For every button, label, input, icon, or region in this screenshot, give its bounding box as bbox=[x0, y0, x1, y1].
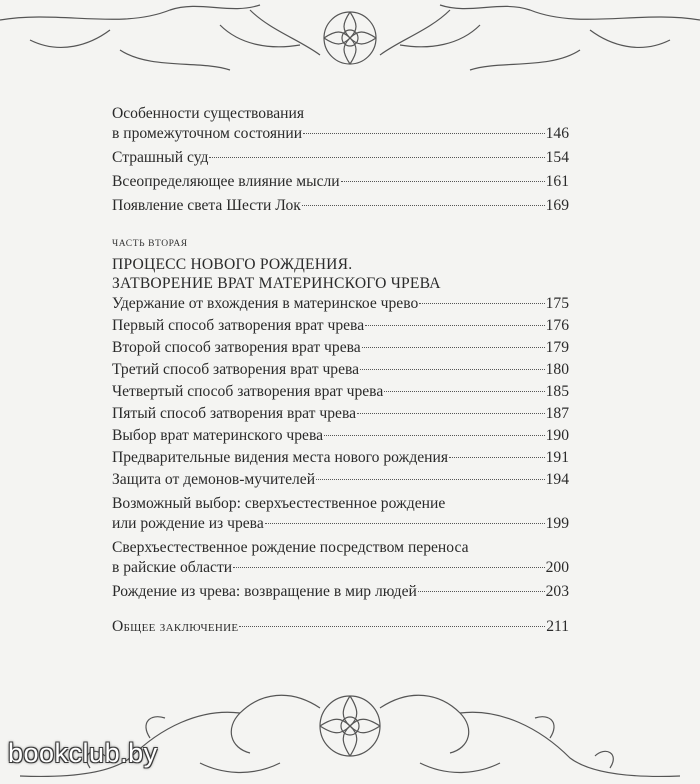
toc-entry-page: 169 bbox=[545, 197, 569, 214]
toc-entry-continuation-line: Особенности существования bbox=[112, 105, 305, 122]
toc-entry[interactable] bbox=[112, 558, 569, 578]
toc-group-1 bbox=[112, 104, 569, 216]
leader-dots bbox=[449, 457, 545, 458]
leader-dots bbox=[233, 567, 544, 568]
toc-entry-page: 176 bbox=[545, 317, 569, 334]
toc-entry[interactable] bbox=[112, 470, 569, 490]
toc-entry-page: 179 bbox=[545, 339, 569, 356]
leader-dots bbox=[239, 626, 545, 627]
leader-dots bbox=[303, 133, 545, 134]
toc-entry-title: Четвертый способ затворения врат чрева bbox=[112, 383, 384, 400]
toc-entry-page: 187 bbox=[545, 405, 569, 422]
section-title: ПРОЦЕСС НОВОГО РОЖДЕНИЯ. bbox=[112, 256, 353, 273]
leader-dots bbox=[209, 157, 544, 158]
toc-entry-page: 199 bbox=[545, 515, 569, 532]
toc-entry-title: в райские области bbox=[112, 559, 233, 576]
toc-entry[interactable] bbox=[112, 148, 569, 168]
toc-entry-title: Пятый способ затворения врат чрева bbox=[112, 405, 357, 422]
leader-dots bbox=[265, 523, 545, 524]
toc-entry-page: 200 bbox=[545, 559, 569, 576]
toc-entry[interactable] bbox=[112, 382, 569, 402]
toc-entry-page: 203 bbox=[545, 583, 569, 600]
section-title: ЗАТВОРЕНИЕ ВРАТ МАТЕРИНСКОГО ЧРЕВА bbox=[112, 275, 441, 292]
toc-entry[interactable] bbox=[112, 360, 569, 380]
leader-dots bbox=[360, 369, 545, 370]
toc-entry[interactable] bbox=[112, 172, 569, 192]
toc-entry-title: Страшный суд bbox=[112, 149, 209, 166]
toc-entry-title: Второй способ затворения врат чрева bbox=[112, 339, 361, 356]
leader-dots bbox=[341, 181, 545, 182]
toc-entry[interactable] bbox=[112, 404, 569, 424]
toc-entry[interactable] bbox=[112, 338, 569, 358]
toc-entry-page: 211 bbox=[546, 618, 569, 635]
toc-entry-page: 191 bbox=[545, 449, 569, 466]
leader-dots bbox=[362, 347, 545, 348]
toc-entry-title: Третий способ затворения врат чрева bbox=[112, 361, 360, 378]
toc-entry-page: 175 bbox=[545, 295, 569, 312]
toc-group-2 bbox=[112, 294, 569, 602]
watermark-logo: bookclub.by bbox=[8, 738, 158, 768]
toc-entry-title: Появление света Шести Лок bbox=[112, 197, 301, 214]
leader-dots bbox=[357, 413, 545, 414]
toc-entry-page: 190 bbox=[545, 427, 569, 444]
toc-entry-page: 161 bbox=[545, 173, 569, 190]
toc-entry-continuation-line: Сверхъестественное рождение посредством переноса bbox=[112, 539, 469, 556]
toc-entry[interactable] bbox=[112, 294, 569, 314]
toc-entry-page: 154 bbox=[545, 149, 569, 166]
toc-entry-title: Выбор врат материнского чрева bbox=[112, 427, 324, 444]
leader-dots bbox=[384, 391, 544, 392]
toc-entry-title: в промежуточном состоянии bbox=[112, 125, 303, 142]
toc-entry[interactable] bbox=[112, 124, 569, 144]
leader-dots bbox=[365, 325, 544, 326]
toc-entry-title: Рождение из чрева: возвращение в мир людей bbox=[112, 583, 417, 600]
toc-entry-title: Предварительные видения места нового рождения bbox=[112, 449, 449, 466]
toc-entry-page: 146 bbox=[545, 125, 569, 142]
part-label: ЧАСТЬ ВТОРАЯ bbox=[112, 239, 188, 249]
toc-entry-continuation-line: Возможный выбор: сверхъестественное рождение bbox=[112, 495, 446, 512]
toc-entry-page: 194 bbox=[545, 471, 569, 488]
toc-entry[interactable] bbox=[112, 316, 569, 336]
toc-entry[interactable] bbox=[112, 582, 569, 602]
leader-dots bbox=[419, 303, 544, 304]
toc-entry-title: Общее заключение bbox=[112, 618, 239, 635]
toc-entry-title: или рождение из чрева bbox=[112, 515, 264, 532]
toc-entry[interactable] bbox=[112, 196, 569, 216]
toc-entry-page: 185 bbox=[545, 383, 569, 400]
leader-dots bbox=[302, 205, 545, 206]
toc-entry-title: Первый способ затворения врат чрева bbox=[112, 317, 365, 334]
toc-entry-title: Всеопределяющее влияние мысли bbox=[112, 173, 340, 190]
leader-dots bbox=[418, 591, 545, 592]
leader-dots bbox=[316, 479, 545, 480]
toc-entry[interactable] bbox=[112, 448, 569, 468]
toc-entry-conclusion[interactable] bbox=[112, 617, 569, 637]
table-of-contents bbox=[112, 104, 569, 637]
toc-entry[interactable] bbox=[112, 426, 569, 446]
toc-entry[interactable] bbox=[112, 514, 569, 534]
toc-entry-title: Удержание от вхождения в материнское чрево bbox=[112, 295, 419, 312]
top-floral-ornament bbox=[0, 0, 700, 90]
toc-entry-page: 180 bbox=[545, 361, 569, 378]
leader-dots bbox=[324, 435, 545, 436]
toc-entry-title: Защита от демонов-мучителей bbox=[112, 471, 316, 488]
